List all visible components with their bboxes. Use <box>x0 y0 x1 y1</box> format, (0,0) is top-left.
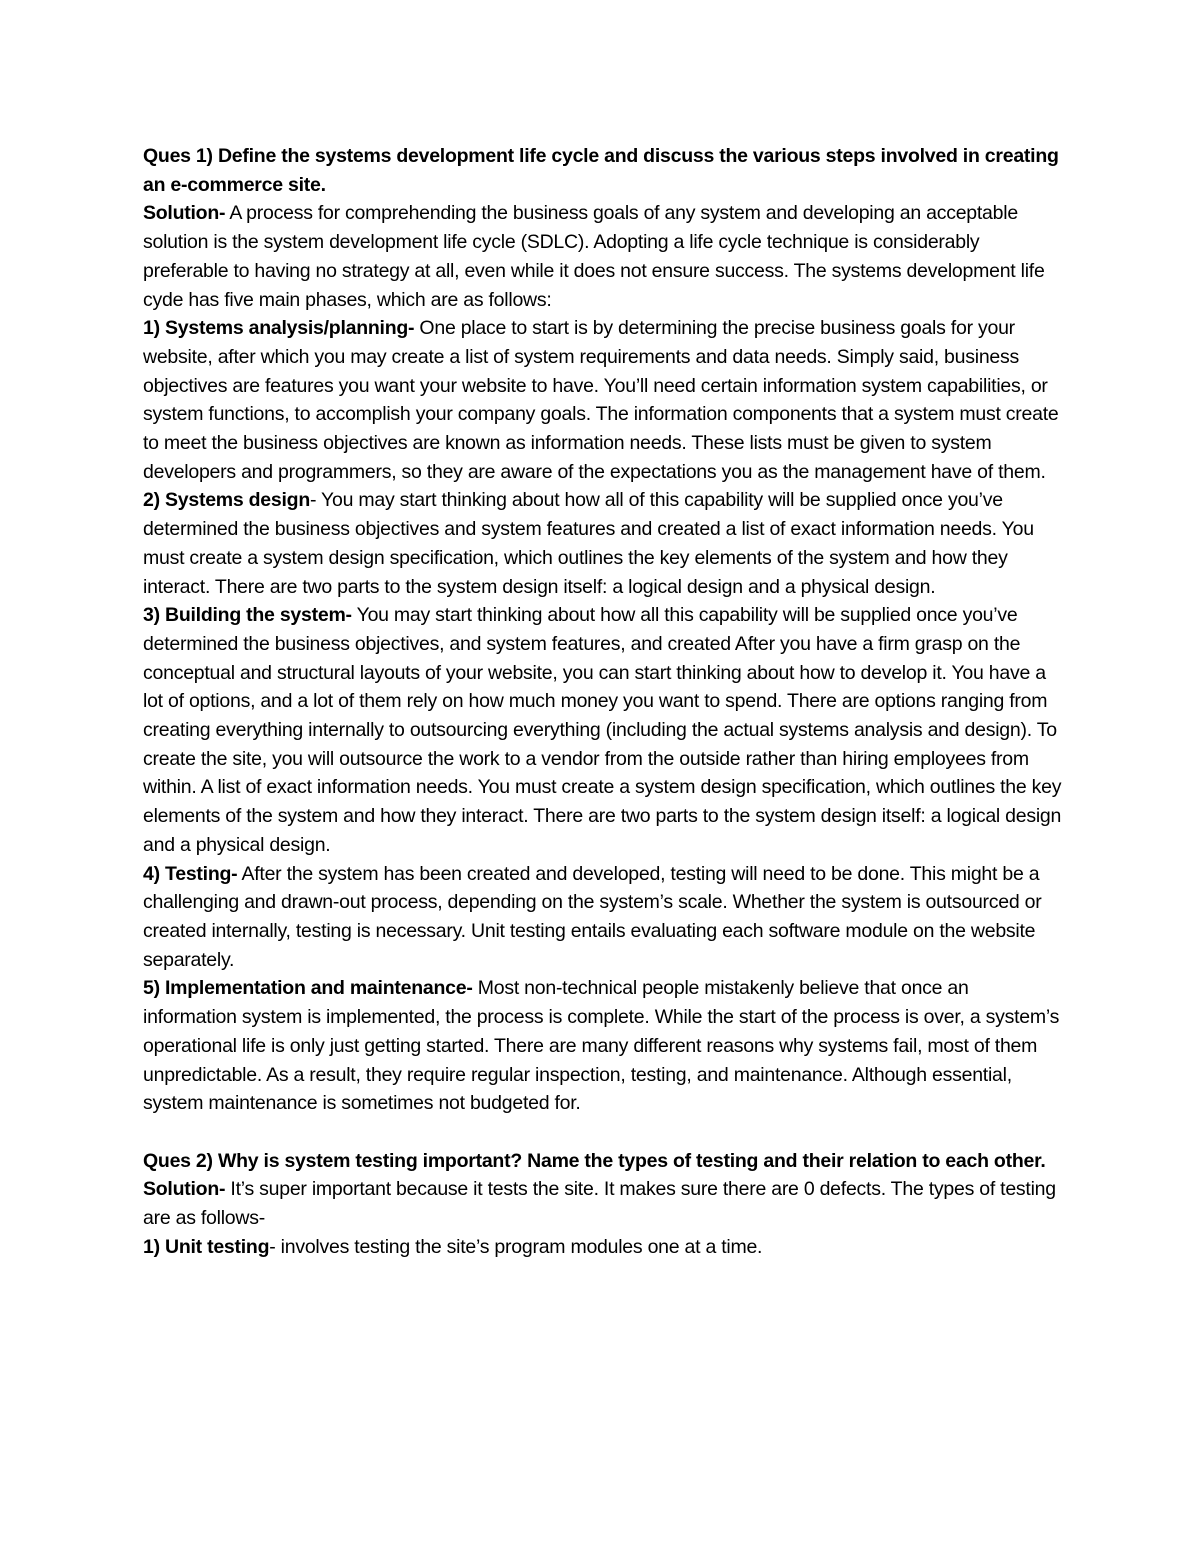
solution-label: Solution- <box>143 202 226 225</box>
step-text: One place to start is by determining the precise business goals for your website, after which you may create a list of system requirements and data needs. Simply said, business objectives are features you want your website to have. You’ll need certain information system capabilities, or system functions, to accomplish your company goals. The information components that a system must create to meet the business objectives are known as information needs. These lists must be given to system developers and programmers, so they are aware of the expectations you as the management have of them. <box>143 317 1059 483</box>
paragraph-spacer <box>143 1118 1063 1147</box>
question-1-solution <box>143 199 1063 314</box>
step-label: 1) Systems analysis/planning- <box>143 317 415 340</box>
step-testing <box>143 860 1063 975</box>
step-building-system <box>143 601 1063 859</box>
step-text: - You may start thinking about how all of this capability will be supplied once you’ve determined the business objectives and system features and created a list of exact information needs. You must create a system design specification, which outlines the key elements of the system and how they interact. There are two parts to the system design itself: a logical design and a physical design. <box>143 489 1034 598</box>
solution-text: A process for comprehending the business goals of any system and developing an acceptable solution is the system development life cycle (SDLC). Adopting a life cycle technique is considerably preferable to having no strategy at all, even while it does not ensure success. The systems development life cyde has five main phases, which are as follows: <box>143 202 1045 311</box>
step-unit-testing <box>143 1233 1063 1262</box>
step-systems-analysis <box>143 314 1063 486</box>
step-text: After the system has been created and developed, testing will need to be done. This might be a challenging and drawn-out process, depending on the system’s scale. Whether the system is outsourced or created internally, testing is necessary. Unit testing entails evaluating each software module on the website separately. <box>143 862 1042 971</box>
solution-label: Solution- <box>143 1178 226 1201</box>
step-systems-design <box>143 486 1063 601</box>
step-label: 2) Systems design <box>143 489 310 512</box>
question-1-title: Ques 1) Define the systems development life cycle and discuss the various steps involved in creating an e-commerce site. <box>143 145 1059 196</box>
step-text: Most non-technical people mistakenly believe that once an information system is implemented, the process is complete. While the start of the process is over, a system’s operational life is only just getting started. There are many different reasons why systems fail, most of them unpredictable. As a result, they require regular inspection, testing, and maintenance. Although essential, system maintenance is sometimes not budgeted for. <box>143 977 1060 1115</box>
document-page <box>143 142 1063 1261</box>
step-label: 1) Unit testing <box>143 1235 270 1258</box>
step-label: 3) Building the system- <box>143 604 352 627</box>
question-2-solution <box>143 1175 1063 1232</box>
step-text: - involves testing the site’s program modules one at a time. <box>269 1235 763 1258</box>
step-label: 4) Testing- <box>143 862 238 885</box>
step-implementation-maintenance <box>143 974 1063 1118</box>
step-text: You may start thinking about how all this capability will be supplied once you’ve determined the business objectives, and system features, and created After you have a firm grasp on the conceptual and structural layouts of your website, you can start thinking about how to develop it. You have a lot of options, and a lot of them rely on how much money you want to spend. There are options ranging from creating everything internally to outsourcing everything (including the actual systems analysis and design). To create the site, you will outsource the work to a vendor from the outside rather than hiring employees from within. A list of exact information needs. You must create a system design specification, which outlines the key elements of the system and how they interact. There are two parts to the system design itself: a logical design and a physical design. <box>143 604 1062 856</box>
step-label: 5) Implementation and maintenance- <box>143 977 473 1000</box>
solution-text: It’s super important because it tests the site. It makes sure there are 0 defects. The types of testing are as follows- <box>143 1178 1056 1229</box>
question-2-title: Ques 2) Why is system testing important? Name the types of testing and their relation to each other. <box>143 1149 1046 1172</box>
